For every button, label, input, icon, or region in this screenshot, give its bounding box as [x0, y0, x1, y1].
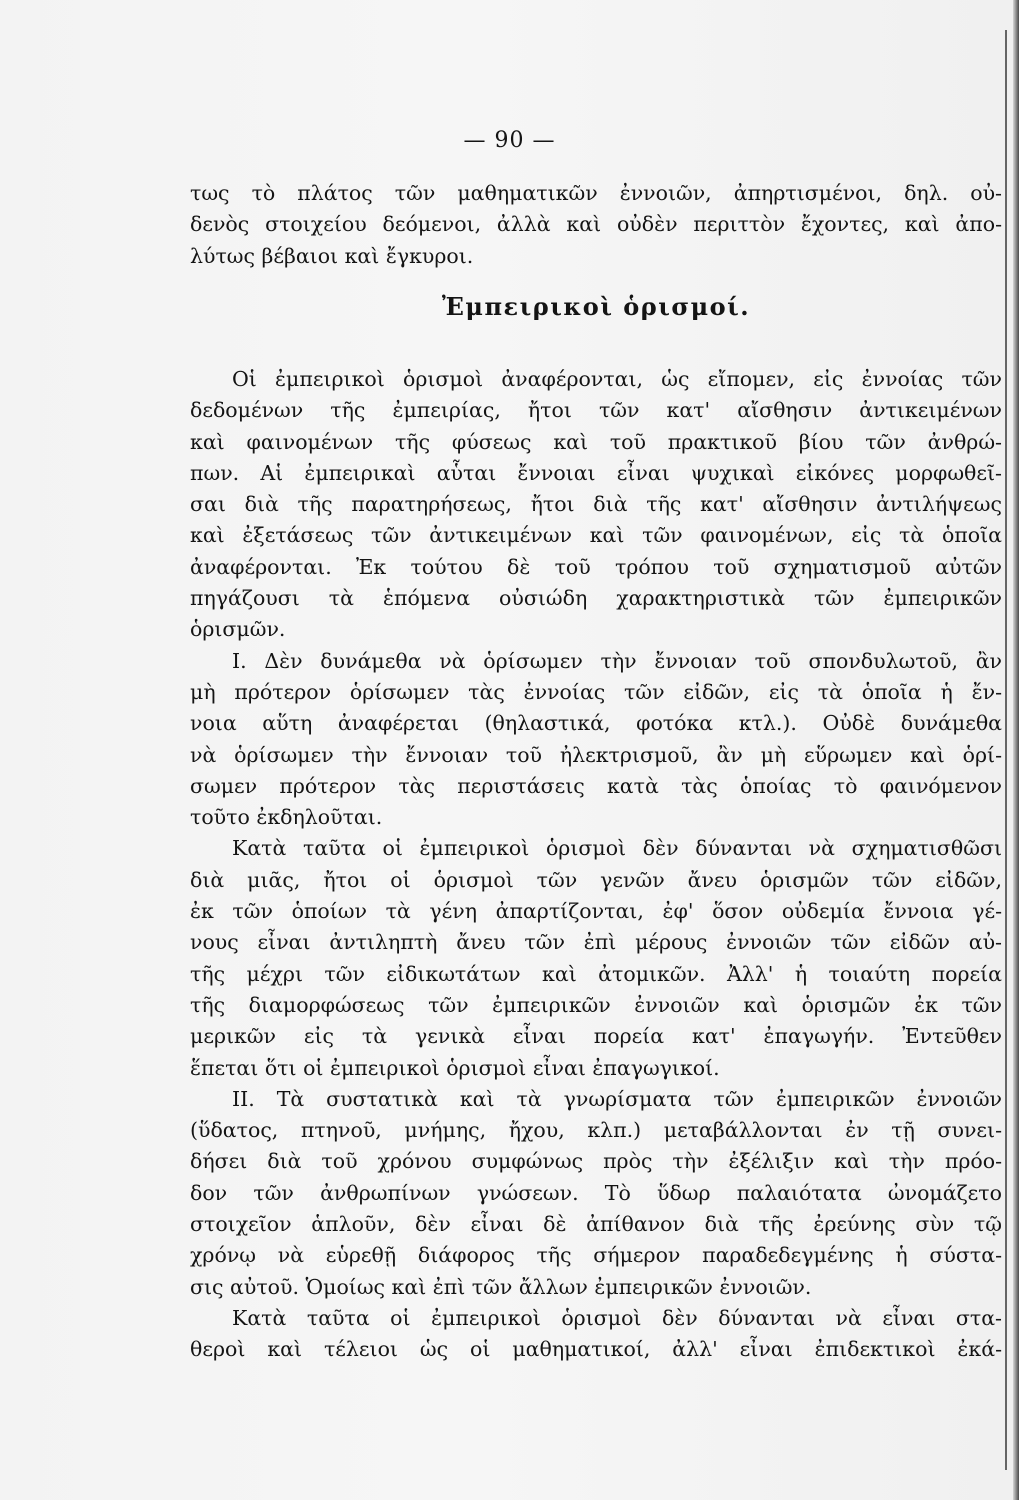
body-line: χρόνῳ νὰ εὑρεθῇ διάφορος τῆς σήμερον παραδεδεγμένης ἡ σύστα- [190, 1243, 1002, 1268]
body-line: Κατὰ ταῦτα οἱ ἐμπειρικοὶ ὁρισμοὶ δὲν δύνανται νὰ εἶναι στα- [232, 1305, 1002, 1330]
section-body [190, 364, 1002, 1366]
body-line: θεροὶ καὶ τέλειοι ὡς οἱ μαθηματικοί, ἀλλ' εἶναι ἐπιδεκτικοὶ ἐκά- [190, 1337, 1002, 1362]
body-line: μὴ πρότερον ὁρίσωμεν τὰς ἐννοίας τῶν εἰδῶν, εἰς τὰ ὁποῖα ἡ ἔν- [190, 679, 1002, 704]
body-line: τῆς μέχρι τῶν εἰδικωτάτων καὶ ἀτομικῶν. Ἀλλ' ἡ τοιαύτη πορεία [190, 961, 1002, 986]
body-line: πων. Αἱ ἐμπειρικαὶ αὗται ἔννοιαι εἶναι ψυχικαὶ εἰκόνες μορφωθεῖ- [190, 460, 1002, 485]
intro-line: τως τὸ πλάτος τῶν μαθηματικῶν ἐννοιῶν, ἀπηρτισμένοι, δηλ. οὐ- [190, 181, 1002, 205]
body-line: ὁρισμῶν. [190, 617, 286, 642]
body-line: πηγάζουσι τὰ ἑπόμενα οὐσιώδη χαρακτηριστικὰ τῶν ἐμπειρικῶν [190, 586, 1002, 611]
intro-line: λύτως βέβαιοι καὶ ἔγκυροι. [190, 243, 474, 268]
body-line: II. Τὰ συστατικὰ καὶ τὰ γνωρίσματα τῶν ἐμπειρικῶν ἐννοιῶν [232, 1086, 1002, 1111]
body-line: ἕπεται ὅτι οἱ ἐμπειρικοὶ ὁρισμοὶ εἶναι ἐπαγωγικοί. [190, 1055, 720, 1080]
body-line: νοια αὕτη ἀναφέρεται (θηλαστικά, φοτόκα κτλ.). Οὐδὲ δυνάμεθα [190, 711, 1002, 736]
body-line: δήσει διὰ τοῦ χρόνου συμφώνως πρὸς τὴν ἐξέλιξιν καὶ τὴν πρόο- [190, 1149, 1002, 1174]
body-line: τῆς διαμορφώσεως τῶν ἐμπειρικῶν ἐννοιῶν καὶ ὁρισμῶν ἐκ τῶν [190, 992, 1002, 1017]
body-line: καὶ ἐξετάσεως τῶν ἀντικειμένων καὶ τῶν φαινομένων, εἰς τὰ ὁποῖα [190, 523, 1002, 548]
body-line: σις αὐτοῦ. Ὁμοίως καὶ ἐπὶ τῶν ἄλλων ἐμπειρικῶν ἐννοιῶν. [190, 1274, 812, 1299]
body-line: Κατὰ ταῦτα οἱ ἐμπειρικοὶ ὁρισμοὶ δὲν δύνανται νὰ σχηματισθῶσι [232, 836, 1002, 861]
intro-paragraph [190, 178, 1002, 339]
body-line: στοιχεῖον ἁπλοῦν, δὲν εἶναι δὲ ἀπίθανον διὰ τῆς ἐρεύνης σὺν τῷ [190, 1212, 1002, 1237]
body-line: ἀναφέρονται. Ἐκ τούτου δὲ τοῦ τρόπου τοῦ σχηματισμοῦ αὐτῶν [190, 554, 1002, 579]
page-edge [1013, 0, 1019, 1500]
body-line: καὶ φαινομένων τῆς φύσεως καὶ τοῦ πρακτικοῦ βίου τῶν ἀνθρώ- [190, 429, 1002, 454]
body-line: διὰ μιᾶς, ἤτοι οἱ ὁρισμοὶ τῶν γενῶν ἄνευ ὁρισμῶν τῶν εἰδῶν, [190, 867, 1002, 892]
body-line: δον τῶν ἀνθρωπίνων γνώσεων. Τὸ ὕδωρ παλαιότατα ὠνομάζετο [190, 1180, 1002, 1205]
body-line: (ὕδατος, πτηνοῦ, μνήμης, ἤχου, κλπ.) μεταβάλλονται ἐν τῇ συνει- [190, 1118, 1002, 1143]
section-heading: Ἐμπειρικοὶ ὁρισμοί. [441, 291, 751, 321]
body-line: νὰ ὁρίσωμεν τὴν ἔννοιαν τοῦ ἠλεκτρισμοῦ, ἂν μὴ εὕρωμεν καὶ ὁρί- [190, 742, 1002, 767]
body-line: σωμεν πρότερον τὰς περιστάσεις κατὰ τὰς ὁποίας τὸ φαινόμενον [190, 773, 1002, 798]
body-line: σαι διὰ τῆς παρατηρήσεως, ἤτοι διὰ τῆς κατ' αἴσθησιν ἀντιλήψεως [190, 492, 1002, 517]
page-number: — 90 — [463, 128, 556, 153]
body-line: I. Δὲν δυνάμεθα νὰ ὁρίσωμεν τὴν ἔννοιαν τοῦ σπονδυλωτοῦ, ἂν [232, 648, 1002, 673]
body-line: τοῦτο ἐκδηλοῦται. [190, 805, 383, 830]
body-line: Οἱ ἐμπειρικοὶ ὁρισμοὶ ἀναφέρονται, ὡς εἴπομεν, εἰς ἐννοίας τῶν [232, 367, 1002, 391]
body-line: δεδομένων τῆς ἐμπειρίας, ἤτοι τῶν κατ' αἴσθησιν ἀντικειμένων [190, 398, 1002, 423]
body-line: νους εἶναι ἀντιληπτὴ ἄνευ τῶν ἐπὶ μέρους ἐννοιῶν τῶν εἰδῶν αὐ- [190, 930, 1002, 955]
binding-shadow-line [1005, 30, 1007, 1470]
body-line: μερικῶν εἰς τὰ γενικὰ εἶναι πορεία κατ' ἐπαγωγήν. Ἐντεῦθεν [190, 1024, 1002, 1049]
body-line: ἐκ τῶν ὁποίων τὰ γένη ἀπαρτίζονται, ἐφ' ὅσον οὐδεμία ἔννοια γέ- [190, 899, 1002, 924]
intro-line: δενὸς στοιχείου δεόμενοι, ἀλλὰ καὶ οὐδὲν περιττὸν ἔχοντες, καὶ ἀπο- [190, 212, 1002, 237]
